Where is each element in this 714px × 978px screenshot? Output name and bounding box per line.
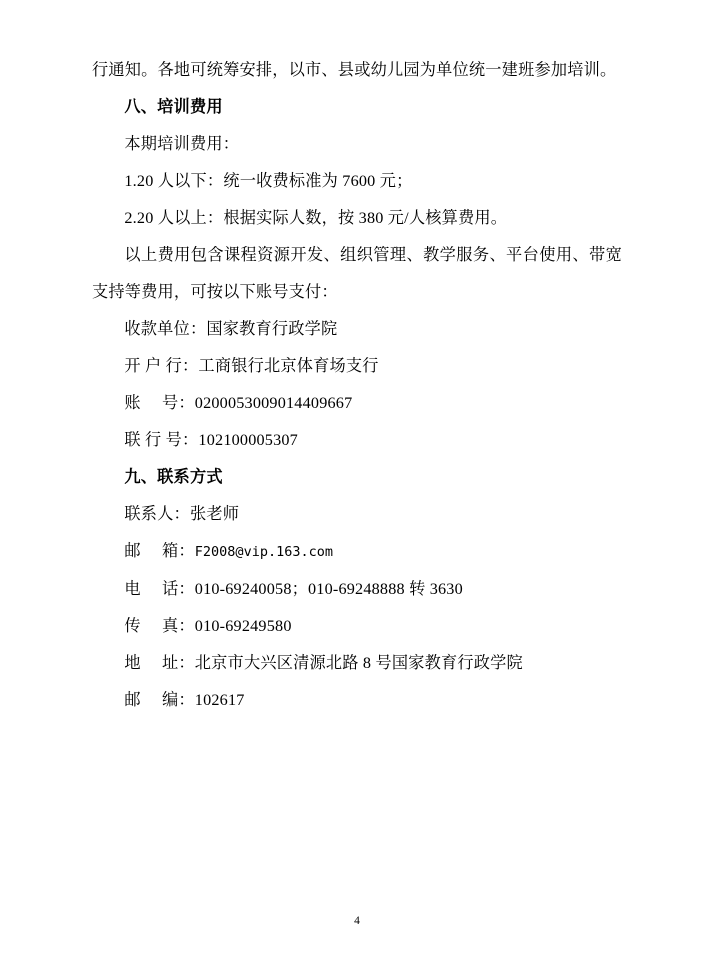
field-payee: 收款单位：国家教育行政学院: [124, 320, 338, 338]
field-email-label: 邮 箱：: [124, 542, 195, 560]
heading-contact: 九、联系方式: [124, 468, 223, 486]
document-body: [92, 52, 622, 719]
field-fax: 传 真：010-69249580: [124, 617, 292, 635]
field-account: 账 号：0200053009014409667: [124, 394, 353, 412]
field-contact-person: 联系人：张老师: [124, 505, 240, 523]
paragraph-notice: 行通知。各地可统筹安排，以市、县或幼儿园为单位统一建班参加培训。: [92, 61, 617, 79]
paragraph-fee-item-2: 2.20 人以上：根据实际人数，按 380 元/人核算费用。: [124, 209, 508, 227]
paragraph-fee-item-1: 1.20 人以下：统一收费标准为 7600 元；: [124, 172, 413, 190]
paragraph-fee-intro: 本期培训费用：: [124, 135, 240, 153]
paragraph-fee-scope: 以上费用包含课程资源开发、组织管理、教学服务、平台使用、带宽支持等费用，可按以下账号支付：: [92, 246, 622, 301]
page-number: 4: [354, 915, 360, 927]
field-phone: 电 话：010-69240058；010-69248888 转 3630: [124, 580, 463, 598]
field-address: 地 址：北京市大兴区清源北路 8 号国家教育行政学院: [124, 654, 523, 672]
field-email-value: F2008@vip.163.com: [194, 544, 333, 560]
field-postcode: 邮 编：102617: [124, 691, 245, 709]
heading-training-fee: 八、培训费用: [124, 98, 223, 116]
field-bank: 开 户 行：工商银行北京体育场支行: [124, 357, 379, 375]
field-bank-code: 联 行 号：102100005307: [124, 431, 298, 449]
field-email: [92, 533, 622, 571]
